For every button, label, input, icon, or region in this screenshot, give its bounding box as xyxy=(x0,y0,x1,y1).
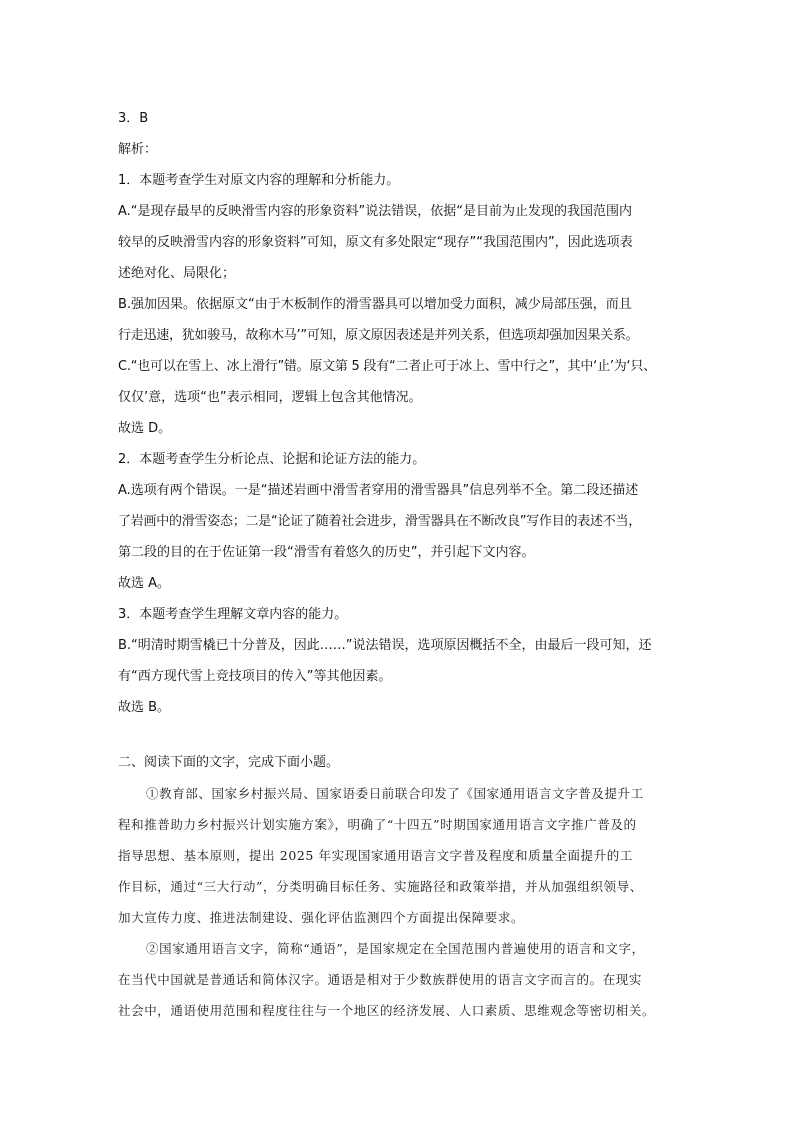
analysis-text-line: A.“是现存最早的反映滑雪内容的形象资料”说法错误，依据“是目前为止发现的我国范围内 xyxy=(118,204,633,219)
section-title: 二、阅读下面的文字，完成下面小题。 xyxy=(118,755,340,770)
section-spacer xyxy=(118,723,678,747)
analysis-heading: 解析： xyxy=(118,142,158,157)
passage-line: 指导思想、基本原则，提出 2025 年实现国家通用语言文字普及程度和质量全面提升的工 xyxy=(118,848,633,863)
analysis-text-line: 有“西方现代雪上竞技项目的传入”等其他因素。 xyxy=(118,669,392,684)
analysis-text-line: 仅仅’意，选项“也”表示相同，逻辑上包含其他情况。 xyxy=(118,390,422,405)
passage-line: ①教育部、国家乡村振兴局、国家语委日前联合印发了《国家通用语言文字普及提升工 xyxy=(146,786,644,801)
answer-choice-line: 故选 A。 xyxy=(118,576,171,591)
analysis-text-line: 了岩画中的滑雪姿态；二是“论证了随着社会进步，滑雪器具在不断改良”写作目的表述不当， xyxy=(118,514,641,529)
passage-line: 加大宣传力度、推进法制建设、强化评估监测四个方面提出保障要求。 xyxy=(118,910,525,925)
analysis-text-line: 较早的反映滑雪内容的形象资料”可知，原文有多处限定“现存”“我国范围内”，因此选项表 xyxy=(118,235,633,250)
analysis-text-line: B.强加因果。依据原文“由于木板制作的滑雪器具可以增加受力面积，减少局部压强，而且 xyxy=(118,297,632,312)
answer-line: 3．B xyxy=(118,111,149,126)
passage-line: 程和推普助力乡村振兴计划实施方案》，明确了“十四五”时期国家通用语言文字推广普及的 xyxy=(118,817,637,832)
analysis-point-2: 2．本题考查学生分析论点、论据和论证方法的能力。 xyxy=(118,452,426,467)
analysis-point-3: 3．本题考查学生理解文章内容的能力。 xyxy=(118,607,348,622)
analysis-text-line: C.“也可以在雪上、冰上滑行”错。原文第 5 段有“二者止可于冰上、雪中行之”，其中‘止’为‘只、 xyxy=(118,359,656,374)
passage-line: 社会中，通语使用范围和程度往往与一个地区的经济发展、人口素质、思维观念等密切相关。 xyxy=(118,1003,656,1018)
analysis-text-line: A.选项有两个错误。一是“描述岩画中滑雪者穿用的滑雪器具”信息列举不全。第二段还描述 xyxy=(118,483,639,498)
answer-choice-line: 故选 B。 xyxy=(118,700,171,715)
analysis-text-line: 述绝对化、局限化； xyxy=(118,266,236,281)
analysis-text-line: 行走迅速，犹如骏马，故称木马’”可知，原文原因表述是并列关系，但选项却强加因果关系。 xyxy=(118,328,639,343)
analysis-point-1: 1．本题考查学生对原文内容的理解和分析能力。 xyxy=(118,173,400,188)
analysis-text-line: B.“明清时期雪橇已十分普及，因此……”说法错误，选项原因概括不全，由最后一段可知，还 xyxy=(118,638,652,653)
passage-line: 作目标，通过“三大行动”，分类明确目标任务、实施路径和政策举措，并从加强组织领导、 xyxy=(118,879,643,894)
analysis-text-line: 第二段的目的在于佐证第一段“滑雪有着悠久的历史”，并引起下文内容。 xyxy=(118,545,535,560)
document-content xyxy=(118,103,678,1026)
passage-line: 在当代中国就是普通话和简体汉字。通语是相对于少数族群使用的语言文字而言的。在现实 xyxy=(118,972,643,987)
passage-line: ②国家通用语言文字，简称“通语”，是国家规定在全国范围内普遍使用的语言和文字， xyxy=(146,941,645,956)
answer-choice-line: 故选 D。 xyxy=(118,421,172,436)
